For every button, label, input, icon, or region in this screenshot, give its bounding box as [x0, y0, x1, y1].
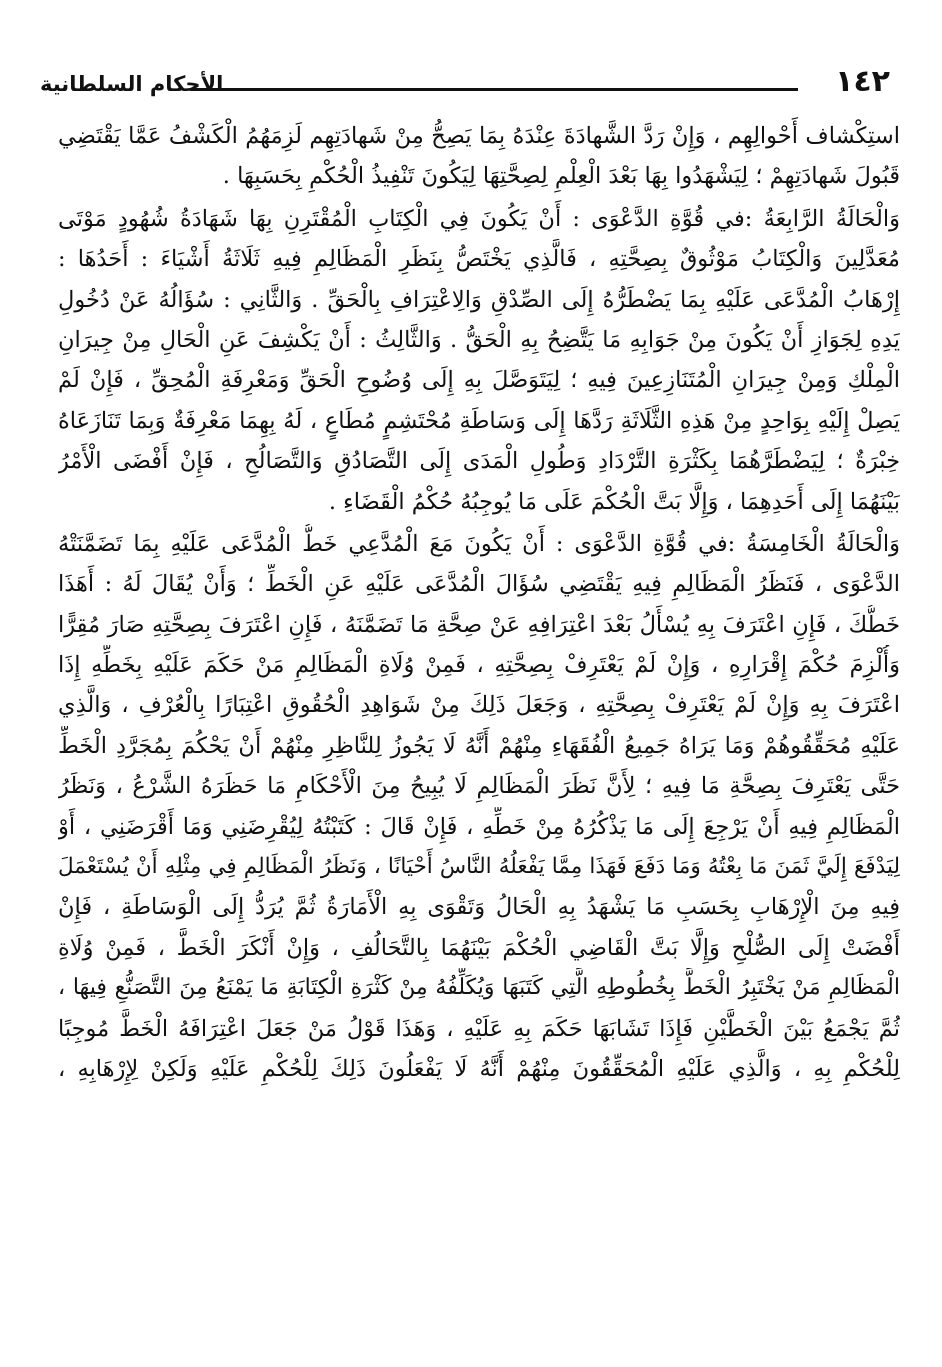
text-line: إِرْهَابُ الْمُدَّعَى عَلَيْهِ بِمَا يَضْطَرُّهُ إِلَى الصِّدْقِ وَالِاعْتِرَافِ بِالْحَقِّ . وَالثَّانِي : سُؤَالُهُ عَنْ دُخُولِ	[58, 286, 900, 313]
text-line: بَيْنَهُمَا إِلَى أَحَدِهِمَا ، وَإِلَّا بَتَّ الْحُكْمَ عَلَى مَا يُوجِبُهُ حُكْمُ الْقَضَاءِ .	[328, 488, 900, 515]
text-line: خِبْرَةٌ ؛ لِيَضْطَرَّهُمَا بِكَثْرَةِ التَّرْدَادِ وَطُولِ الْمَدَى إِلَى التَّصَادُقِ وَالتَّصَالُحِ ، فَإِنْ أَفْضَى الْأَمْرُ	[58, 448, 900, 475]
text-line: ثُمَّ يَجْمَعُ بَيْنَ الْخَطَّيْنِ فَإِذَا تَشَابَهَا حَكَمَ بِهِ عَلَيْهِ ، وَهَذَا قَوْلُ مَنْ جَعَلَ اعْتِرَافَهُ الْخَطَّ مُوجِبًا	[58, 1015, 900, 1042]
body-text	[58, 116, 900, 1089]
text-line: قَبُولَ شَهادَتِهِمْ ؛ لِيَشْهَدُوا بِهَا بَعْدَ الْعِلْمِ لِصِحَّتِهَا لِيَكُونَ تَنْفِيذُ الْحُكْمِ بِحَسَبِهَا .	[222, 163, 900, 190]
text-line: يَدِهِ لِجَوَازِ أَنْ يَكُونَ مِنْ جَوَابِهِ مَا يَتَّضِحُ بِهِ الْحَقُّ . وَالثَّالِثُ : أَنْ يَكْشِفَ عَنِ الْحَالِ مِنْ جِيرَانِ	[58, 326, 900, 353]
text-line: حَتَّى يَعْتَرِفَ بِصِحَّةِ مَا فِيهِ ؛ لِأَنَّ نَظَرَ الْمَظَالِمِ لَا يُبِيحُ مِنَ الْأَحْكَامِ مَا حَظَرَهُ الشَّرْعُ ، وَنَظَرُ	[58, 773, 900, 800]
text-line: فِيهِ مِنَ الْإِرْهَابِ بِحَسَبِ مَا يَشْهَدُ بِهِ الْحَالُ وَتَقْوَى بِهِ الْأَمَارَةُ ثُمَّ يُرَدُّ إِلَى الْوَسَاطَةِ ، فَإِنْ	[58, 894, 900, 921]
text-line: الْمَظَالِمِ فِيهِ أَنْ يَرْجِعَ إِلَى مَا يَذْكُرُهُ مِنْ خَطِّهِ ، فَإِنْ قَالَ : كَتَبْتُهُ لِيُقْرِضَنِي وَمَا أَقْرَضَنِي ، أَوْ	[58, 813, 900, 840]
text-line: عَلَيْهِ مُحَقِّقُوهُمْ وَمَا يَرَاهُ جَمِيعُ الْفُقَهَاءِ مِنْهُمْ أَنَّهُ لَا يَجُوزُ لِلنَّاظِرِ مِنْهُمْ أَنْ يَحْكُمَ بِمُجَرَّدِ الْخَطِّ	[58, 732, 900, 759]
text-line: أَفْضَتْ إِلَى الصُّلْحِ وَإِلَّا بَتَّ الْقَاضِي الْحُكْمَ بَيْنَهُمَا بِالتَّحَالُفِ ، وَإِنْ أَنْكَرَ الْخَطَّ ، فَمِنْ وُلَاةِ	[58, 934, 900, 961]
text-line: الْمِلْكِ وَمِنْ جِيرَانِ الْمُتَنَازِعِينَ فِيهِ ؛ لِيَتَوَصَّلَ بِهِ إِلَى وُضُوحِ الْحَقِّ وَمَعْرِفَةِ الْمُحِقِّ ، فَإِنْ لَمْ	[58, 367, 900, 394]
text-line: مُعَدَّلِينَ وَالْكِتَابُ مَوْثُوقٌ بِصِحَّتِهِ ، فَالَّذِي يَخْتَصُّ بِنَظَرِ الْمَظَالِمِ فِيهِ ثَلَاثَةُ أَشْيَاءَ : أَحَدُهَا :	[58, 246, 900, 273]
text-line: وَالْحَالَةُ الرَّابِعَةُ :في قُوَّةِ الدَّعْوَى : أَنْ يَكُونَ فِي الْكِتَابِ الْمُقْتَرِنِ بِهَا شَهَادَةُ شُهُودٍ مَوْتَى	[58, 205, 900, 232]
page-header	[40, 62, 890, 106]
page-number: ١٤٢	[835, 64, 890, 99]
text-line: استِكْشاف أَحْوالِهِم ، وَإِنْ رَدَّ الشَّهادَةَ عِنْدَهُ بِمَا يَصِحُّ مِنْ شَهادَتِهِم لَزِمَهُمُ الْكَشْفُ عَمَّا يَقْتَضِي	[58, 123, 900, 149]
header-rule	[190, 88, 798, 91]
text-line: لِلْحُكْمِ بِهِ ، وَالَّذِي عَلَيْهِ الْمُحَقِّقُونَ مِنْهُمْ أَنَّهُ لَا يَفْعَلُونَ ذَلِكَ لِلْحُكْمِ عَلَيْهِ وَلَكِنْ لِإِرْهَابِهِ ،	[58, 1055, 900, 1082]
text-line: لِيَدْفَعَ إِلَيَّ ثَمَنَ مَا بِعْتُهُ وَمَا دَفَعَ فَهَذَا مِمَّا يَفْعَلُهُ النَّاسُ أَحْيَانًا ، وَنَظَرُ الْمَظَالِمِ فِي مِثْلِهِ أَنْ يُسْتَعْمَلَ	[58, 854, 900, 880]
text-line: خَطُّكَ ، فَإِنِ اعْتَرَفَ بِهِ يُسْأَلُ بَعْدَ اعْتِرَافِهِ عَنْ صِحَّةِ مَا تَضَمَّنَهُ ، فَإِنِ اعْتَرَفَ بِصِحَّتِهِ صَارَ مُقِرًّا	[58, 611, 900, 638]
text-line: وَأُلْزِمَ حُكْمَ إِقْرَارِهِ ، وَإِنْ لَمْ يَعْتَرِفْ بِصِحَّتِهِ ، فَمِنْ وُلَاةِ الْمَظَالِمِ مَنْ حَكَمَ عَلَيْهِ بِخَطِّهِ إِذَا	[58, 652, 900, 679]
text-line: الدَّعْوَى ، فَنَظَرُ الْمَظَالِمِ فِيهِ يَقْتَضِي سُؤَالَ الْمُدَّعَى عَلَيْهِ عَنِ الْخَطِّ ؛ وَأَنْ يُقَالَ لَهُ : أَهَذَا	[58, 571, 900, 598]
text-line: الْمَظَالِمِ مَنْ يَخْتَبِرُ الْخَطَّ بِخُطُوطِهِ الَّتِي كَتَبَهَا وَيُكَلِّفُهُ مِنْ كَثْرَةِ الْكِتَابَةِ مَا يَمْنَعُ مِنَ التَّصَنُّعِ فِيهَا ،	[58, 975, 900, 1001]
text-line: وَالْحَالَةُ الْخَامِسَةُ :في قُوَّةِ الدَّعْوَى : أَنْ يَكُونَ مَعَ الْمُدَّعِي خَطُّ الْمُدَّعَى عَلَيْهِ بِمَا تَضَمَّنَتْهُ	[58, 530, 900, 557]
text-line: اعْتَرَفَ بِهِ وَإِنْ لَمْ يَعْتَرِفْ بِصِحَّتِهِ ، وَجَعَلَ ذَلِكَ مِنْ شَوَاهِدِ الْحُقُوقِ اعْتِبَارًا بِالْعُرْفِ ، وَالَّذِي	[58, 692, 900, 719]
text-line: يَصِلْ إِلَيْهِ بِوَاحِدٍ مِنْ هَذِهِ الثَّلَاثَةِ رَدَّهَا إِلَى وَسَاطَةِ مُحْتَشِمٍ مُطَاعٍ ، لَهُ بِهِمَا مَعْرِفَةٌ وَبِمَا تَنَازَعَاهُ	[58, 407, 900, 434]
running-title: الأحكام السلطانية	[40, 72, 224, 96]
